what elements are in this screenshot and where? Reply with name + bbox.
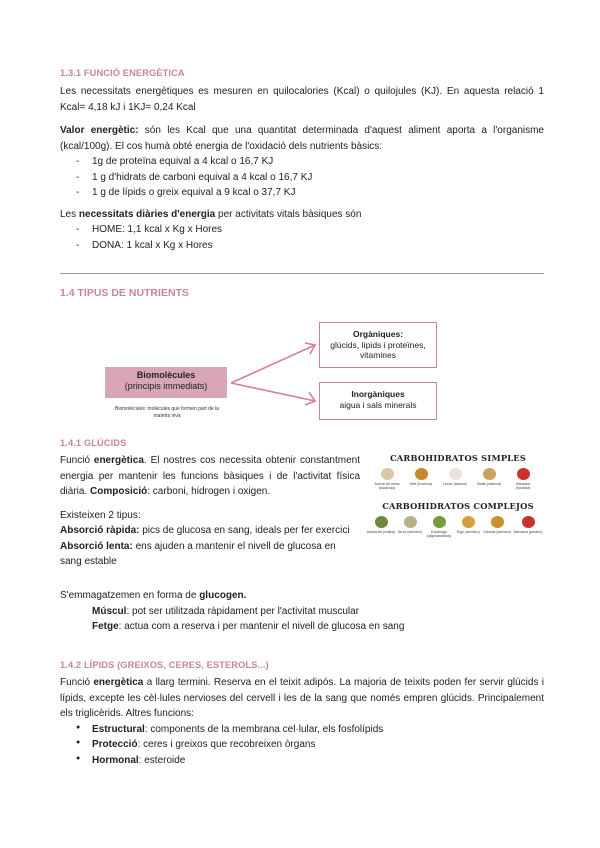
food-item: Cebada (almidón) [482, 516, 512, 534]
section-1-4-1 [60, 436, 360, 570]
energy-value-paragraph: Valor energètic: són les Kcal que una quantitat determinada d'aquest aliment aporta a l'organisme (kcal/100g). El cos humà obté energia de l'oxidació dels nutrients bàsics: [60, 125, 544, 152]
sugar-icon [381, 468, 394, 480]
list-item: - 1 g de lípids o greix equival a 9 kcal o 37,7 KJ [60, 185, 544, 201]
food-item: Alcachofa (inulina) [366, 516, 396, 534]
barley-icon [491, 516, 504, 528]
section-1-4-2 [60, 658, 544, 768]
arrow-to-organic [231, 345, 315, 383]
biomolecules-note: Biomolècules: molècules que formen part de la matèria viva [115, 406, 219, 419]
food-item: Espárrago (oligosacáridos) [424, 516, 454, 538]
malt-icon [483, 468, 496, 480]
artichoke-icon [375, 516, 388, 528]
section-heading-1-3-1: 1.3.1 FUNCIÓ ENERGÈTICA [60, 68, 185, 78]
inorganic-box: Inorgàniques aigua i sals minerals [319, 382, 437, 420]
food-item: Arroz (almidón) [395, 516, 425, 534]
lipids-function-paragraph: Funció energètica a llarg termini. Reserva en el teixit adipós. La majoria de teixits poden fer servir glúcids i lípids, excepte les cèl·lules nervioses del cervell i les de la sang que només empren glúcids. Principalement els triglicèrids. Altres funcions: [60, 677, 544, 720]
list-item: ● Hormonal: esteroide [60, 753, 544, 769]
food-item: Malta (maltosa) [474, 468, 504, 486]
list-item: - 1 g d'hidrats de carboni equival a 4 kcal o 16,7 KJ [60, 170, 544, 186]
simple-carbs-title: CARBOHIDRATOS SIMPLES [389, 453, 527, 463]
nutrient-equivalence-list [60, 154, 544, 201]
list-item: ● Estructural: components de la membrana cel·lular, els fosfolípids [60, 722, 544, 738]
rice-icon [404, 516, 417, 528]
section-heading-1-4-2: 1.4.2 LÍPIDS (GREIXOS, CERES, ESTEROLS...) [60, 660, 269, 670]
biomolecules-box: Biomolècules (principis immediats) [105, 367, 227, 398]
types-intro: Existeixen 2 tipus: [60, 509, 141, 521]
glycogen-paragraph: S'emmagatzemen en forma de glucogen. [60, 590, 247, 601]
asparagus-icon [433, 516, 446, 528]
glycogen-liver: Fetge: actua com a reserva i per mantenir el nivell de glucosa en sang [92, 621, 405, 632]
biomolecules-diagram [105, 321, 445, 426]
apple-icon [517, 468, 530, 480]
food-item: Azúcar de mesa (sacarosa) [372, 468, 402, 490]
organic-box: Orgàniques: glúcids, lípids i proteïnes, vitamines [319, 322, 437, 368]
section-heading-1-4-1: 1.4.1 GLÚCIDS [60, 438, 127, 448]
daily-needs-list [60, 222, 544, 253]
food-item: Trigo (almidón) [453, 516, 483, 534]
food-item: Miel (fructosa) [406, 468, 436, 486]
section-divider [60, 273, 544, 274]
list-item: - HOME: 1,1 kcal x Kg x Hores [60, 222, 544, 238]
glycogen-muscle: Múscul: pot ser utilitzada ràpidament per l'activitat muscular [92, 605, 360, 617]
list-item: - DONA: 1 kcal x Kg x Hores [60, 238, 544, 254]
carbs-function-paragraph: Funció energètica. El nostres cos necessita obtenir constantment energia per mantenir les funcions bàsiques i de l'activitat física diària. Composició: carboni, hidrogen i oxigen. [60, 455, 360, 498]
glycogen-block [60, 588, 544, 635]
wheat-icon [462, 516, 475, 528]
honey-icon [415, 468, 428, 480]
food-item: Manzana (pectina) [513, 516, 543, 534]
slow-absorption: Absorció lenta: ens ajuden a mantenir el nivell de glucosa en sang estable [60, 540, 336, 568]
food-item: Leche (lactosa) [440, 468, 470, 486]
milk-icon [449, 468, 462, 480]
food-item: Manzana (fructosa) [508, 468, 538, 490]
daily-needs-paragraph: Les necessitats diàries d'energia per activitats vitals bàsiques són [60, 208, 362, 220]
list-item: - 1g de proteïna equival a 4 kcal o 16,7 KJ [60, 154, 544, 170]
lipids-functions-list [60, 722, 544, 769]
arrow-to-inorganic [231, 383, 315, 401]
carbohydrates-image [366, 452, 546, 552]
complex-carbs-title: CARBOHIDRATOS COMPLEJOS [382, 501, 534, 511]
energy-units-paragraph: Les necessitats energètiques es mesuren en quilocalories (Kcal) o quilojules (KJ). En aquesta relació 1 Kcal= 4,18 kJ i 1KJ= 0,24 Kcal [60, 86, 544, 113]
section-heading-1-4: 1.4 TIPUS DE NUTRIENTS [60, 287, 189, 300]
apple-icon [522, 516, 535, 528]
page-content [60, 66, 544, 302]
energy-value-label: Valor energètic: [60, 125, 139, 137]
list-item: ● Protecció: ceres i greixos que recobreixen òrgans [60, 737, 544, 753]
rapid-absorption: Absorció ràpida: pics de glucosa en sang, ideals per fer exercici [60, 525, 350, 537]
